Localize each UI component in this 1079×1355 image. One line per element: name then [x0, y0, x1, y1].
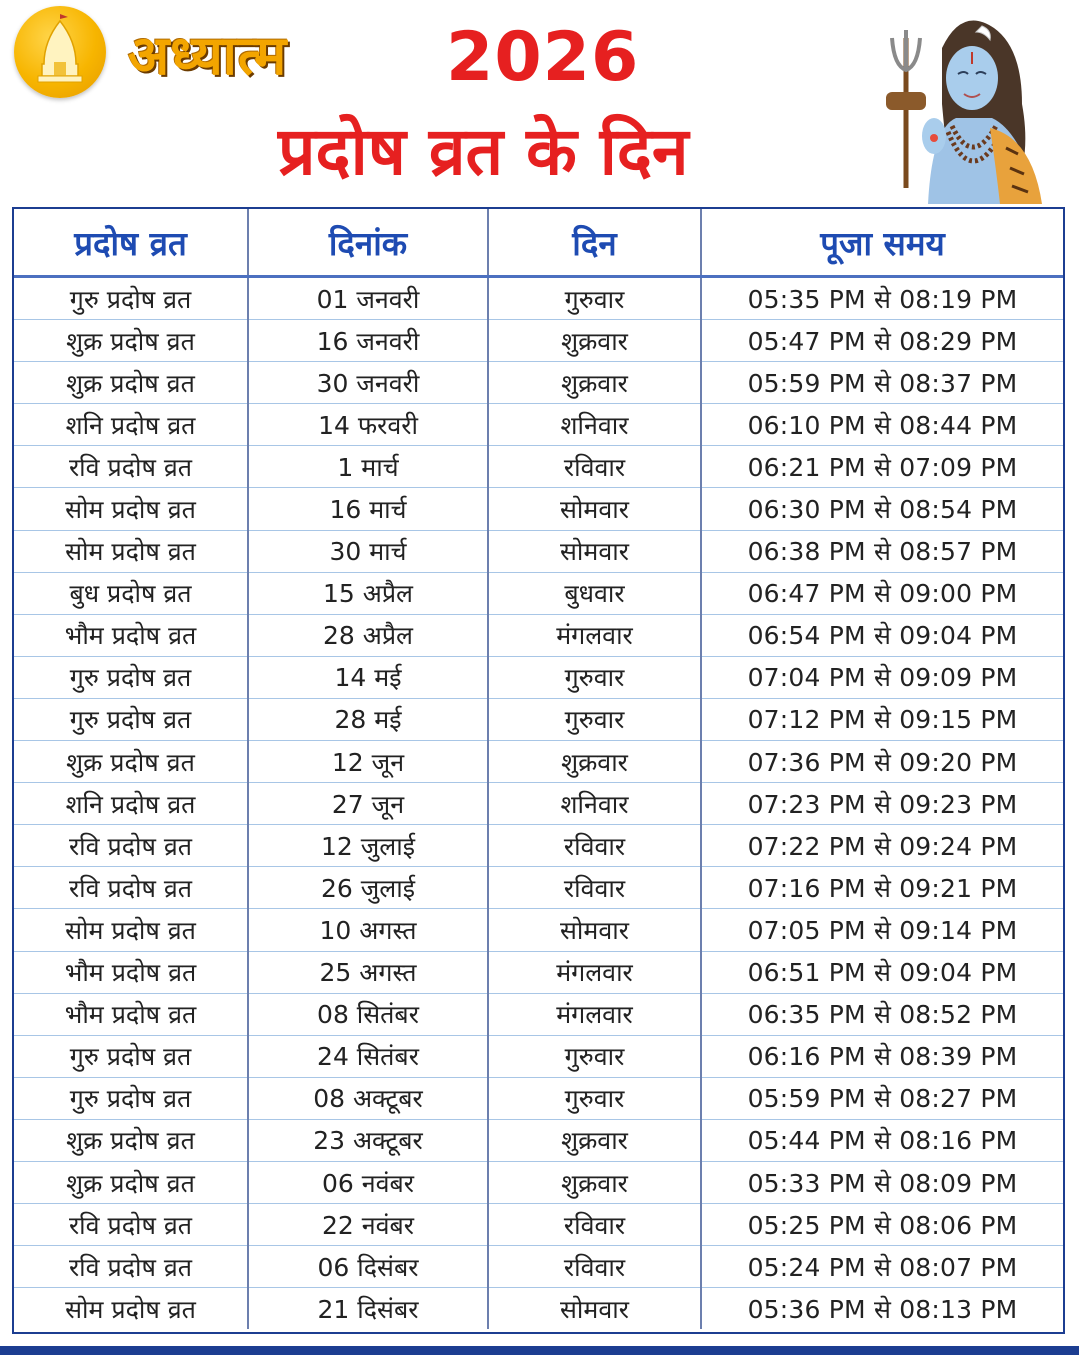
- day-cell: शुक्रवार: [488, 741, 701, 783]
- puja-time-cell: 06:51 PM से 09:04 PM: [701, 951, 1063, 993]
- vrat-name-cell: शुक्र प्रदोष व्रत: [14, 362, 248, 404]
- puja-time-cell: 06:54 PM से 09:04 PM: [701, 614, 1063, 656]
- day-cell: सोमवार: [488, 909, 701, 951]
- table-row: [14, 783, 1063, 825]
- puja-time-cell: 05:25 PM से 08:06 PM: [701, 1204, 1063, 1246]
- table-row: [14, 1246, 1063, 1288]
- puja-time-cell: 05:59 PM से 08:37 PM: [701, 362, 1063, 404]
- vrat-name-cell: सोम प्रदोष व्रत: [14, 1288, 248, 1330]
- date-cell: 23 अक्टूबर: [248, 1119, 488, 1161]
- day-cell: बुधवार: [488, 572, 701, 614]
- day-cell: गुरुवार: [488, 698, 701, 740]
- date-cell: 16 मार्च: [248, 488, 488, 530]
- vrat-name-cell: भौम प्रदोष व्रत: [14, 993, 248, 1035]
- vrat-name-cell: रवि प्रदोष व्रत: [14, 1204, 248, 1246]
- date-cell: 12 जून: [248, 741, 488, 783]
- date-cell: 08 सितंबर: [248, 993, 488, 1035]
- day-cell: गुरुवार: [488, 1035, 701, 1077]
- day-cell: गुरुवार: [488, 656, 701, 698]
- puja-time-cell: 05:35 PM से 08:19 PM: [701, 277, 1063, 320]
- puja-time-cell: 05:24 PM से 08:07 PM: [701, 1246, 1063, 1288]
- table-row: [14, 993, 1063, 1035]
- date-cell: 15 अप्रैल: [248, 572, 488, 614]
- puja-time-cell: 06:47 PM से 09:00 PM: [701, 572, 1063, 614]
- date-cell: 26 जुलाई: [248, 867, 488, 909]
- puja-time-cell: 05:59 PM से 08:27 PM: [701, 1077, 1063, 1119]
- table-row: [14, 530, 1063, 572]
- header: [0, 0, 1079, 205]
- table-row: [14, 656, 1063, 698]
- vrat-name-cell: शुक्र प्रदोष व्रत: [14, 1161, 248, 1203]
- puja-time-cell: 05:33 PM से 08:09 PM: [701, 1161, 1063, 1203]
- date-cell: 14 फरवरी: [248, 404, 488, 446]
- table-row: [14, 320, 1063, 362]
- date-cell: 08 अक्टूबर: [248, 1077, 488, 1119]
- day-cell: शुक्रवार: [488, 1161, 701, 1203]
- puja-time-cell: 07:05 PM से 09:14 PM: [701, 909, 1063, 951]
- puja-time-cell: 05:36 PM से 08:13 PM: [747, 1294, 1018, 1324]
- vrat-name-cell: शुक्र प्रदोष व्रत: [14, 320, 248, 362]
- day-cell: शनिवार: [488, 783, 701, 825]
- date-cell: 21 दिसंबर: [248, 1288, 488, 1330]
- vrat-name-cell: गुरु प्रदोष व्रत: [14, 698, 248, 740]
- vrat-name-cell: बुध प्रदोष व्रत: [14, 572, 248, 614]
- table-row: [14, 741, 1063, 783]
- day-cell: शनिवार: [488, 404, 701, 446]
- date-cell: 06 नवंबर: [248, 1161, 488, 1203]
- year-heading: 2026: [446, 18, 640, 97]
- day-cell: गुरुवार: [488, 1077, 701, 1119]
- vrat-name-cell: गुरु प्रदोष व्रत: [14, 1077, 248, 1119]
- day-cell: सोमवार: [488, 530, 701, 572]
- table-row: [14, 1161, 1063, 1203]
- puja-time-cell: 07:12 PM से 09:15 PM: [701, 698, 1063, 740]
- puja-time-cell: 05:44 PM से 08:16 PM: [701, 1119, 1063, 1161]
- header-puja-time: पूजा समय: [701, 209, 1063, 277]
- puja-time-cell: 06:35 PM से 08:52 PM: [701, 993, 1063, 1035]
- puja-time-cell: 06:38 PM से 08:57 PM: [701, 530, 1063, 572]
- vrat-name-cell: शुक्र प्रदोष व्रत: [14, 1119, 248, 1161]
- table-row: [14, 867, 1063, 909]
- vrat-name-cell: रवि प्रदोष व्रत: [14, 825, 248, 867]
- date-cell: 16 जनवरी: [248, 320, 488, 362]
- date-cell: 25 अगस्त: [248, 951, 488, 993]
- shiva-illustration: [872, 8, 1052, 204]
- vrat-name-cell: भौम प्रदोष व्रत: [14, 614, 248, 656]
- day-cell: रविवार: [488, 446, 701, 488]
- day-cell: रविवार: [488, 1246, 701, 1288]
- date-cell: 30 मार्च: [248, 530, 488, 572]
- vrat-name-cell: शनि प्रदोष व्रत: [14, 783, 248, 825]
- vrat-name-cell: सोम प्रदोष व्रत: [14, 488, 248, 530]
- puja-time-cell: 07:36 PM से 09:20 PM: [701, 741, 1063, 783]
- vrat-name-cell: रवि प्रदोष व्रत: [14, 867, 248, 909]
- day-cell: शुक्रवार: [488, 1119, 701, 1161]
- table-row: [14, 951, 1063, 993]
- table-row: [14, 572, 1063, 614]
- vrat-name-cell: सोम प्रदोष व्रत: [14, 530, 248, 572]
- header-date: दिनांक: [248, 209, 488, 277]
- day-cell: मंगलवार: [488, 614, 701, 656]
- puja-time-cell: 06:10 PM से 08:44 PM: [701, 404, 1063, 446]
- puja-time-cell: 07:04 PM से 09:09 PM: [701, 656, 1063, 698]
- vrat-name-cell: रवि प्रदोष व्रत: [14, 1246, 248, 1288]
- table-row: [14, 277, 1063, 320]
- table-row: [14, 909, 1063, 951]
- bottom-border: [0, 1346, 1079, 1355]
- date-cell: 14 मई: [248, 656, 488, 698]
- date-cell: 06 दिसंबर: [248, 1246, 488, 1288]
- vrat-name-cell: गुरु प्रदोष व्रत: [14, 1035, 248, 1077]
- table-row: [14, 825, 1063, 867]
- temple-icon: [14, 6, 106, 98]
- schedule-table: [12, 207, 1065, 1334]
- table-row: [14, 488, 1063, 530]
- day-cell: गुरुवार: [488, 277, 701, 320]
- date-cell: 12 जुलाई: [248, 825, 488, 867]
- day-cell: मंगलवार: [488, 951, 701, 993]
- header-vrat: प्रदोष व्रत: [14, 209, 248, 277]
- date-cell: 10 अगस्त: [248, 909, 488, 951]
- table-row: [14, 1288, 1063, 1330]
- page-title: प्रदोष व्रत के दिन: [278, 113, 689, 190]
- puja-time-cell: 06:21 PM से 07:09 PM: [701, 446, 1063, 488]
- table-row: [14, 1077, 1063, 1119]
- vrat-name-cell: शुक्र प्रदोष व्रत: [14, 741, 248, 783]
- date-cell: 22 नवंबर: [248, 1204, 488, 1246]
- table-row: [14, 614, 1063, 656]
- day-cell: रविवार: [488, 867, 701, 909]
- vrat-name-cell: सोम प्रदोष व्रत: [14, 909, 248, 951]
- vrat-name-cell: रवि प्रदोष व्रत: [14, 446, 248, 488]
- day-cell: शुक्रवार: [488, 362, 701, 404]
- date-cell: 24 सितंबर: [248, 1035, 488, 1077]
- day-cell: शुक्रवार: [488, 320, 701, 362]
- day-cell: रविवार: [488, 1204, 701, 1246]
- vrat-name-cell: गुरु प्रदोष व्रत: [14, 277, 248, 320]
- date-cell: 28 मई: [248, 698, 488, 740]
- vrat-name-cell: गुरु प्रदोष व्रत: [14, 656, 248, 698]
- day-cell: सोमवार: [488, 488, 701, 530]
- table-row: [14, 1119, 1063, 1161]
- puja-time-cell: 05:47 PM से 08:29 PM: [701, 320, 1063, 362]
- table-row: [14, 1204, 1063, 1246]
- table-row: [14, 362, 1063, 404]
- puja-time-cell: 07:16 PM से 09:21 PM: [701, 867, 1063, 909]
- date-cell: 28 अप्रैल: [248, 614, 488, 656]
- puja-time-cell: 07:22 PM से 09:24 PM: [701, 825, 1063, 867]
- date-cell: 1 मार्च: [248, 446, 488, 488]
- brand-name: अध्यात्म: [128, 23, 288, 87]
- day-cell: रविवार: [488, 825, 701, 867]
- vrat-name-cell: भौम प्रदोष व्रत: [14, 951, 248, 993]
- puja-time-cell: 06:30 PM से 08:54 PM: [701, 488, 1063, 530]
- table-row: [14, 404, 1063, 446]
- date-cell: 27 जून: [248, 783, 488, 825]
- day-cell: सोमवार: [488, 1288, 701, 1330]
- date-cell: 30 जनवरी: [248, 362, 488, 404]
- table-row: [14, 698, 1063, 740]
- table-header-row: [14, 209, 1063, 277]
- puja-time-cell: 06:16 PM से 08:39 PM: [701, 1035, 1063, 1077]
- header-day: दिन: [488, 209, 701, 277]
- date-cell: 01 जनवरी: [248, 277, 488, 320]
- table-row: [14, 1035, 1063, 1077]
- table-row: [14, 446, 1063, 488]
- puja-time-cell: 07:23 PM से 09:23 PM: [701, 783, 1063, 825]
- day-cell: मंगलवार: [488, 993, 701, 1035]
- vrat-name-cell: शनि प्रदोष व्रत: [14, 404, 248, 446]
